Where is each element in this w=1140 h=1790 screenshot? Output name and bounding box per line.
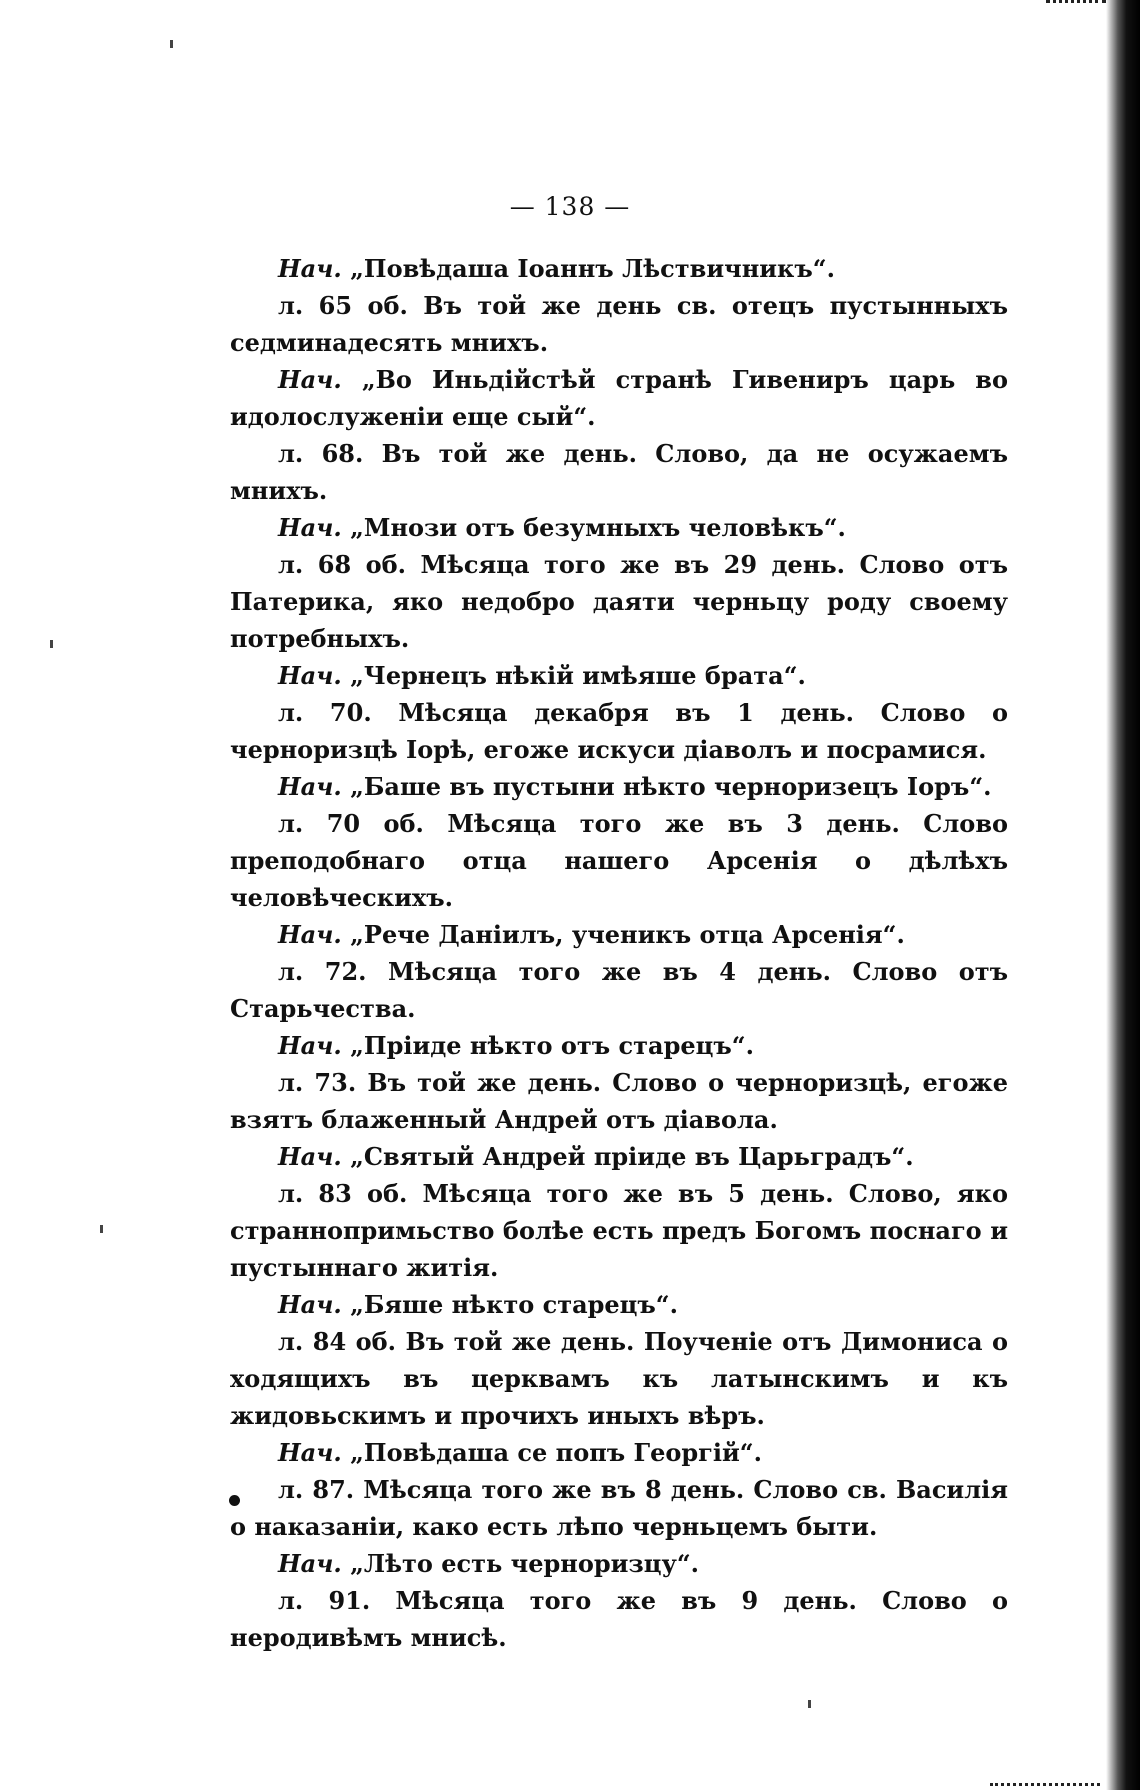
leaf-entry: л. 70. Мѣсяца декабря въ 1 день. Слово о черноризцѣ Іорѣ, егоже искуси діаволъ и посрамися. <box>230 698 1008 764</box>
incipit-text: „Пріиде нѣкто отъ старецъ“. <box>350 1031 754 1060</box>
leaf-entry: л. 91. Мѣсяца того же въ 9 день. Слово о неродивѣмъ мнисѣ. <box>230 1586 1008 1652</box>
incipit-line <box>230 509 1008 546</box>
incipit-text: „Повѣдаша Іоаннъ Лѣствичникъ“. <box>350 254 835 283</box>
incipit-text: „Баше въ пустыни нѣкто черноризецъ Іоръ“. <box>350 772 992 801</box>
leaf-entry: л. 68 об. Мѣсяца того же въ 29 день. Слово отъ Патерика, яко недобро даяти черньцу роду своему потребныхъ. <box>230 550 1008 653</box>
incipit-text: „Чернецъ нѣкій имѣяше брата“. <box>350 661 806 690</box>
incipit-label: Нач. <box>278 513 342 542</box>
incipit-line <box>230 916 1008 953</box>
incipit-line <box>230 657 1008 694</box>
text-block <box>230 250 1008 1656</box>
page-number: — 138 — <box>509 192 631 221</box>
incipit-label: Нач. <box>278 365 342 394</box>
leaf-entry: л. 68. Въ той же день. Слово, да не осужаемъ мнихъ. <box>230 439 1008 505</box>
incipit-text: „Рече Даніилъ, ученикъ отца Арсенія“. <box>350 920 905 949</box>
incipit-label: Нач. <box>278 772 342 801</box>
incipit-text: „Повѣдаша се попъ Георгій“. <box>350 1438 762 1467</box>
leaf-entry: л. 72. Мѣсяца того же въ 4 день. Слово отъ Старьчества. <box>230 957 1008 1023</box>
incipit-line <box>230 1286 1008 1323</box>
incipit-label: Нач. <box>278 254 342 283</box>
incipit-text: „Мнози отъ безумныхъ человѣкъ“. <box>350 513 846 542</box>
scan-speck <box>808 1700 811 1708</box>
leaf-entry: л. 73. Въ той же день. Слово о черноризцѣ, егоже взятъ блаженный Андрей отъ діавола. <box>230 1068 1008 1134</box>
incipit-line <box>230 1027 1008 1064</box>
scan-specks-top <box>1046 0 1106 23</box>
incipit-text: „Лѣто есть черноризцу“. <box>350 1549 699 1578</box>
incipit-label: Нач. <box>278 1438 342 1467</box>
incipit-line <box>230 1434 1008 1471</box>
leaf-entry: л. 70 об. Мѣсяца того же въ 3 день. Слово преподобнаго отца нашего Арсенія о дѣлѣхъ человѣческихъ. <box>230 809 1008 912</box>
incipit-line <box>230 768 1008 805</box>
incipit-text: „Во Иньдійстѣй странѣ Гивениръ царь во идолослуженіи еще сый“. <box>230 365 1008 431</box>
incipit-label: Нач. <box>278 661 342 690</box>
incipit-text: „Святый Андрей пріиде въ Царьградъ“. <box>350 1142 914 1171</box>
incipit-line <box>230 1545 1008 1582</box>
page-edge-shadow <box>1106 0 1140 1790</box>
leaf-entry: л. 83 об. Мѣсяца того же въ 5 день. Слово, яко страннопримьство болѣе есть предъ Богомъ поснаго и пустыннаго житія. <box>230 1179 1008 1282</box>
incipit-text: „Бяше нѣкто старецъ“. <box>350 1290 678 1319</box>
scan-specks-bottom <box>990 1769 1100 1786</box>
leaf-entry: л. 87. Мѣсяца того же въ 8 день. Слово св. Василія о наказаніи, како есть лѣпо черньцемъ быти. <box>230 1475 1008 1541</box>
scan-speck <box>50 640 53 648</box>
scan-speck <box>100 1225 103 1233</box>
scan-speck <box>170 40 173 48</box>
incipit-label: Нач. <box>278 1031 342 1060</box>
incipit-label: Нач. <box>278 1290 342 1319</box>
incipit-line <box>230 250 1008 287</box>
incipit-line <box>230 361 1008 435</box>
leaf-entry: л. 84 об. Въ той же день. Поученіе отъ Димониса о ходящихъ въ церквамъ къ латынскимъ и къ жидовьскимъ и прочихъ иныхъ вѣръ. <box>230 1327 1008 1430</box>
incipit-label: Нач. <box>278 1142 342 1171</box>
bullet-mark <box>229 1495 240 1506</box>
incipit-label: Нач. <box>278 920 342 949</box>
incipit-line <box>230 1138 1008 1175</box>
incipit-label: Нач. <box>278 1549 342 1578</box>
leaf-entry: л. 65 об. Въ той же день св. отецъ пустынныхъ седминадесять мнихъ. <box>230 291 1008 357</box>
